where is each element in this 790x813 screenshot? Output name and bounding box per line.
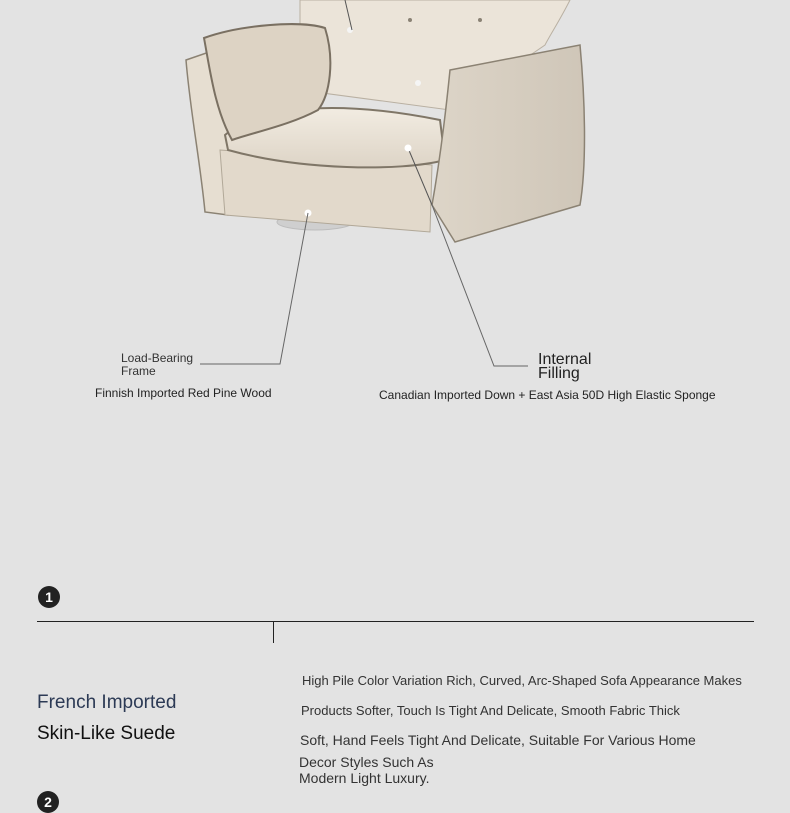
feature-description-line: Soft, Hand Feels Tight And Delicate, Suitable For Various Home: [300, 732, 696, 748]
frame-callout-title: [121, 352, 193, 378]
feature-description-line: High Pile Color Variation Rich, Curved, Arc-Shaped Sofa Appearance Makes: [302, 673, 742, 688]
feature-description-line: Products Softer, Touch Is Tight And Delicate, Smooth Fabric Thick: [301, 703, 680, 718]
frame-title-line1: Load-Bearing: [121, 351, 194, 365]
section-divider: [37, 621, 754, 622]
section-number-badge: 2: [37, 791, 59, 813]
section-number-badge: 1: [38, 586, 60, 608]
frame-title-line2: Frame: [121, 364, 156, 378]
feature-description-line: Modern Light Luxury.: [299, 770, 430, 786]
filling-title-line1: Internal: [538, 351, 592, 368]
feature-title: French Imported: [37, 692, 177, 713]
filling-callout-title: [538, 353, 591, 381]
filling-title-line2: Filling: [538, 365, 580, 382]
feature-description-line: Decor Styles Such As: [299, 754, 434, 770]
section-divider-tick: [273, 621, 274, 643]
filling-callout-detail: Canadian Imported Down + East Asia 50D High Elastic Sponge: [379, 388, 716, 402]
feature-subtitle: Skin-Like Suede: [37, 723, 176, 744]
frame-callout-detail: Finnish Imported Red Pine Wood: [95, 386, 272, 400]
